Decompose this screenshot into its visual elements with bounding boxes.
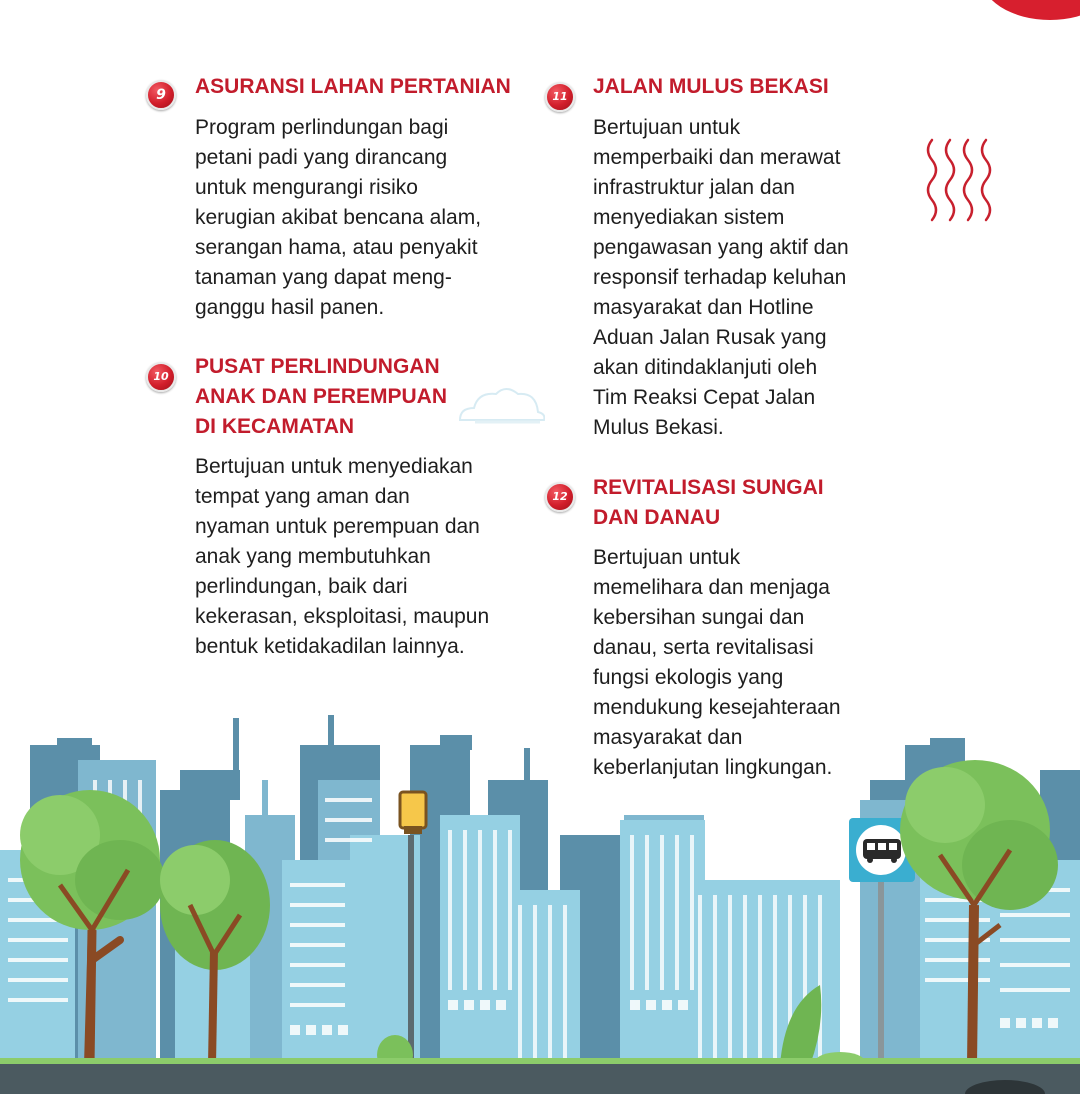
section-9-number-badge: 9 bbox=[146, 80, 176, 110]
section-12-body: Bertujuan untuk memelihara dan menjaga kebersihan sungai dan danau, serta revitalisasi fungsi ekologis yang mendukung kesejahteraan masyarakat dan keberlanjutan lingkungan. bbox=[593, 546, 841, 779]
section-10-body: Bertujuan untuk menyediakan tempat yang aman dan nyaman untuk perempuan dan anak yang membutuhkan perlindungan, baik dari kekerasan, eksploitasi, maupun bentuk ketidakadilan lainnya. bbox=[195, 455, 490, 658]
section-11-number-badge: 11 bbox=[545, 82, 575, 112]
section-10-title: PUSAT PERLINDUNGAN ANAK DAN PEREMPUAN DI KECAMATAN bbox=[195, 355, 448, 438]
section-12-title: REVITALISASI SUNGAI DAN DANAU bbox=[593, 476, 824, 529]
section-9-title: ASURANSI LAHAN PERTANIAN bbox=[195, 75, 511, 98]
section-11-body: Bertujuan untuk memperbaiki dan merawat infrastruktur jalan dan menyediakan sistem pengawasan yang aktif dan responsif terhadap keluhan masyarakat dan Hotline Aduan Jalan Rusak yang akan ditindaklanjuti oleh Tim Reaksi Cepat Jalan Mulus Bekasi. bbox=[593, 116, 849, 439]
section-9-body: Program perlindungan bagi petani padi yang dirancang untuk mengurangi risiko kerugian akibat bencana alam, serangan hama, atau penyakit tanaman yang dapat meng- ganggu hasil panen. bbox=[195, 116, 482, 319]
section-10-number-badge: 10 bbox=[146, 362, 176, 392]
section-12-number-badge: 12 bbox=[545, 482, 575, 512]
section-11-title: JALAN MULUS BEKASI bbox=[593, 75, 829, 98]
